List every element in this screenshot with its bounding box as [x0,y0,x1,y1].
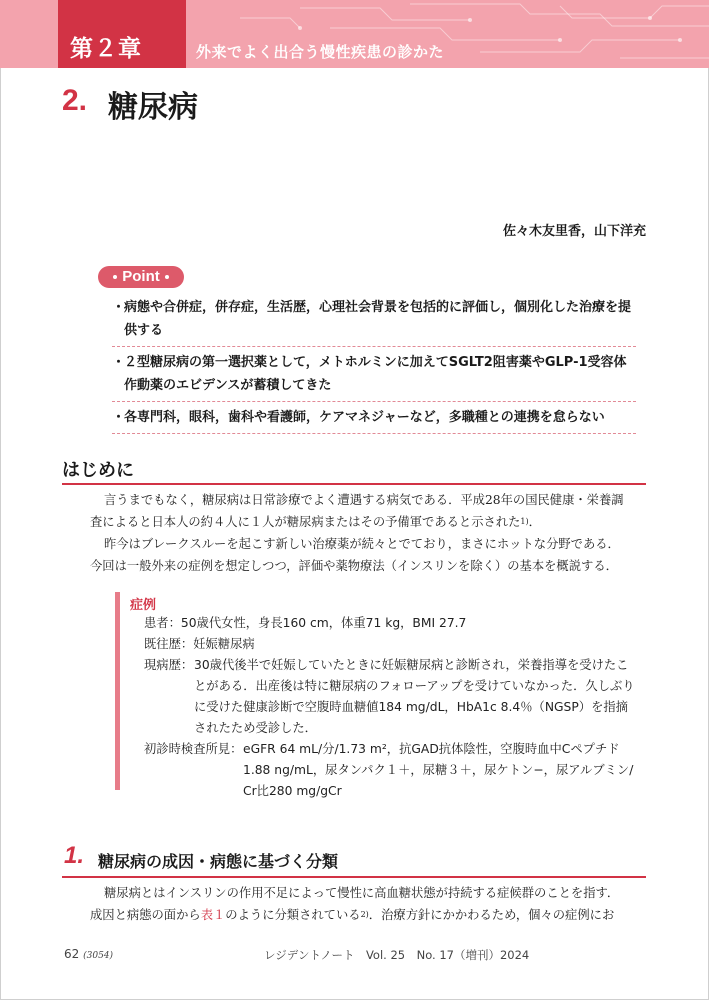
authors: 佐々木友里香，山下洋充 [502,224,646,239]
section-rule [62,876,646,878]
table-reference-link[interactable]: 表１ [200,908,226,922]
dot-icon [113,275,117,279]
section-number: 1. [64,842,85,869]
page-number [64,947,113,961]
case-row-history [144,634,255,655]
case-present-text [194,655,646,739]
case-label: 既往歴： [144,637,194,651]
point-item-text: 病態や合併症，併存症，生活歴，心理社会背景を包括的に評価し，個別化した治療を提 [124,300,632,315]
intro-text: 査によると日本人の約４人に１人が糖尿病またはその予備軍であると示された [90,515,521,529]
point-item [112,347,636,402]
reference-marker: 1) [520,517,529,526]
section-heading-intro: はじめに [62,460,134,481]
section-rule [62,483,646,485]
case-line: 30歳代後半で妊娠していたときに妊娠糖尿病と診断され，栄養指導を受けたこ [194,658,629,672]
section-text: ．治療方針にかかわるため，個々の症例にお [368,908,615,922]
case-value: 50歳代女性，身長160 cm，体重71 kg，BMI 27.7 [180,616,467,630]
point-item-text-cont: 供する [124,323,164,338]
intro-line: 今回は一般外来の症例を想定しつつ，評価や薬物療法（インスリンを除く）の基本を概説する． [90,559,618,573]
case-line: eGFR 64 mL/分/1.73 m²，抗GAD抗体陰性，空腹時血中Cペプチド [243,742,620,756]
section-text: 成因と病態の面から [90,908,201,922]
bullet-icon: ・ [112,410,126,425]
section-line [90,904,646,926]
section-paragraph [90,882,646,926]
case-label-present: 現病歴： [144,658,194,672]
section-heading: 糖尿病の成因・病態に基づく分類 [98,852,339,871]
chapter-number: 第２章 [70,36,142,62]
bullet-icon: ・ [112,355,126,370]
case-title: 症例 [130,598,157,613]
page-number-alt: (3054) [83,951,114,961]
point-badge [98,266,184,288]
point-item [112,402,636,434]
bullet-icon: ・ [112,300,126,315]
chapter-header [0,0,709,68]
intro-line: 言うまでもなく，糖尿病は日常診療でよく遭遇する病気である．平成28年の国民健康・栄養調 [104,493,624,507]
case-line: されたため受診した． [194,721,317,735]
case-label: 患者： [144,616,181,630]
intro-line [90,511,646,533]
article-title: 糖尿病 [108,90,198,125]
point-badge-label: Point [122,268,160,285]
case-label-exam: 初診時検査所見： [144,742,243,756]
section-text: のように分類されている [225,908,361,922]
case-line: 1.88 ng/mL，尿タンパク１＋，尿糖３＋，尿ケトン−，尿アルブミン/ [243,763,634,777]
case-exam-text [243,739,646,802]
page-number-value: 62 [64,947,80,961]
chapter-subtitle: 外来でよく出合う慢性疾患の診かた [196,43,445,61]
article-number: 2. [62,84,88,117]
reference-marker: 2) [360,910,369,919]
case-row-patient [0,613,466,634]
point-item [112,292,636,347]
point-list [112,292,636,434]
case-line: とがある．出産後は特に糖尿病のフォローアップを受けていなかった．久しぶり [194,679,635,693]
point-item-text: ２型糖尿病の第一選択薬として，メトホルミンに加えてSGLT2阻害薬やGLP-1受容体 [124,355,627,370]
intro-line: 昨今はブレークスルーを起こす新しい治療薬が続々とでており，まさにホットな分野である． [104,537,620,551]
dot-icon [165,275,169,279]
section-line: 糖尿病とはインスリンの作用不足によって慢性に高血糖状態が持続する症候群のことを指す． [104,886,620,900]
case-line: に受けた健康診断で空腹時血糖値184 mg/dL，HbA1c 8.4％（NGSP）を指摘 [194,700,628,714]
case-value: 妊娠糖尿病 [193,637,255,651]
intro-text-end: ． [528,515,541,529]
point-item-text-cont: 作動薬のエビデンスが蓄積してきた [124,378,332,393]
point-item-text: 各専門科，眼科，歯科や看護師，ケアマネジャーなど，多職種との連携を怠らない [124,410,605,425]
case-line: Cr比280 mg/gCr [243,784,342,798]
journal-footer: レジデントノート Vol. 25 No. 17（増刊）2024 [264,948,530,962]
intro-paragraph [90,489,646,577]
